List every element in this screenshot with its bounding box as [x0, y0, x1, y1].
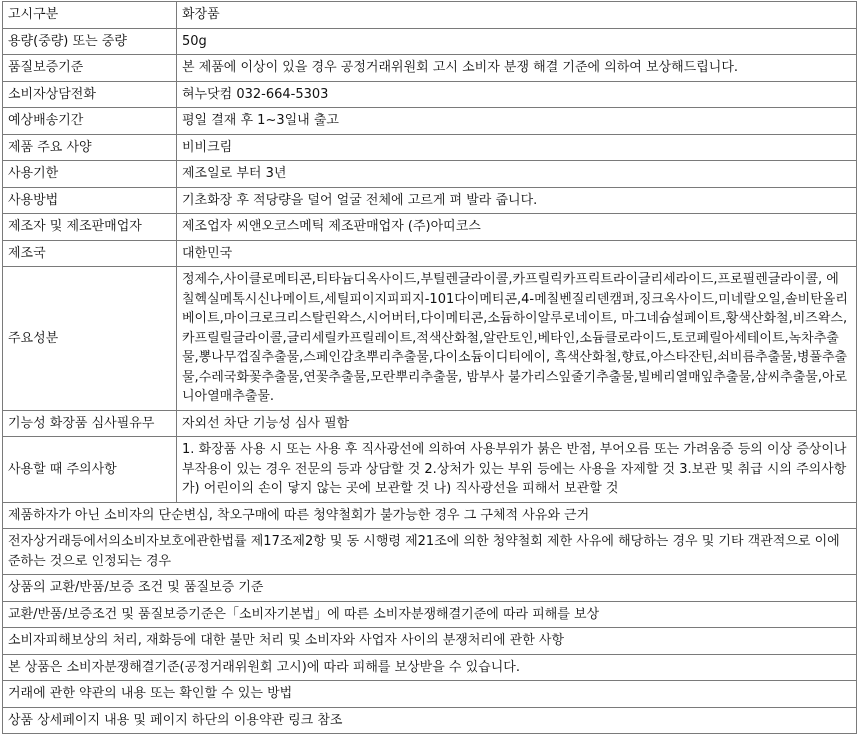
table-row — [3, 529, 857, 575]
row-label: 주요성분 — [3, 267, 177, 411]
table-row — [3, 628, 857, 655]
row-value: 대한민국 — [177, 240, 857, 267]
full-row-text: 본 상품은 소비자분쟁해결기준(공정거래위원회 고시)에 따라 피해를 보상받을 수 있습니다. — [3, 654, 857, 681]
row-value: 자외선 차단 기능성 심사 필함 — [177, 410, 857, 437]
row-value: 비비크림 — [177, 134, 857, 161]
table-row — [3, 654, 857, 681]
row-value: 제조일로 부터 3년 — [177, 161, 857, 188]
table-row — [3, 502, 857, 529]
row-label: 용량(중량) 또는 중량 — [3, 28, 177, 55]
full-row-text: 상품의 교환/반품/보증 조건 및 품질보증 기준 — [3, 575, 857, 602]
table-row — [3, 134, 857, 161]
table-row — [3, 575, 857, 602]
row-label: 제조국 — [3, 240, 177, 267]
row-value: 50g — [177, 28, 857, 55]
row-label: 예상배송기간 — [3, 108, 177, 135]
full-row-text: 거래에 관한 약관의 내용 또는 확인할 수 있는 방법 — [3, 681, 857, 708]
table-row — [3, 707, 857, 734]
row-value: 본 제품에 이상이 있을 경우 공정거래위원회 고시 소비자 분쟁 해결 기준에 의하여 보상해드립니다. — [177, 55, 857, 82]
ingredients-value: 정제수,사이클로메티콘,티타늄디옥사이드,부틸렌글라이콜,카프릴릭카프릭트라이글리세라이드,프로필렌글라이콜, 에칠헥실메톡시신나메이트,세틸피이지피피지-101다이메티콘,4-메칠벤질리덴캠퍼,징크옥사이드,미네랄오일,솔비탄올리베이트,마이크로크리스탈린왁스,시어버터,다이메티콘,소듐하이알루로네이트, 마그네슘설페이트,황색산화철,비즈왁스,카프릴릴글라이콜,글리세릴카프릴레이트,적색산화철,알란토인,베타인,소듐클로라이드,토코페릴아세테이트,녹차추출물,뽕나무껍질추출물,스페인감초뿌리추출물,다이소듐이디티에이, 흑색산화철,향료,아스타잔틴,쇠비름추출물,병풀추출물,수레국화꽃추출물,연꽃추출물,모란뿌리추출물, 밤부사 불가리스잎줄기추출물,빌베리열매잎추출물,삼씨추출물,아로니아열매추출물. — [177, 267, 857, 411]
table-row — [3, 55, 857, 82]
row-label: 품질보증기준 — [3, 55, 177, 82]
product-info-table — [2, 1, 857, 734]
row-label: 사용방법 — [3, 187, 177, 214]
table-row — [3, 681, 857, 708]
full-row-text: 전자상거래등에서의소비자보호에관한법률 제17조제2항 및 동 시행령 제21조에 의한 청약철회 제한 사유에 해당하는 경우 및 기타 객관적으로 이에 준하는 것으로 인정되는 경우 — [3, 529, 857, 575]
row-label: 고시구분 — [3, 2, 177, 29]
row-label: 기능성 화장품 심사필유무 — [3, 410, 177, 437]
row-value: 화장품 — [177, 2, 857, 29]
table-row — [3, 161, 857, 188]
table-row — [3, 214, 857, 241]
table-row — [3, 410, 857, 437]
full-row-text: 상품 상세페이지 내용 및 페이지 하단의 이용약관 링크 참조 — [3, 707, 857, 734]
row-value: 제조업자 씨앤오코스메틱 제조판매업자 (주)아띠코스 — [177, 214, 857, 241]
table-row — [3, 240, 857, 267]
table-row — [3, 2, 857, 29]
row-label: 소비자상담전화 — [3, 81, 177, 108]
table-row — [3, 267, 857, 411]
table-row — [3, 108, 857, 135]
table-row — [3, 437, 857, 503]
table-row — [3, 81, 857, 108]
row-value: 평일 결재 후 1~3일내 출고 — [177, 108, 857, 135]
table-row — [3, 187, 857, 214]
full-row-text: 제품하자가 아닌 소비자의 단순변심, 착오구매에 따른 청약철회가 불가능한 경우 그 구체적 사유와 근거 — [3, 502, 857, 529]
table-row — [3, 28, 857, 55]
row-label: 제품 주요 사양 — [3, 134, 177, 161]
row-label: 사용기한 — [3, 161, 177, 188]
full-row-text: 소비자피해보상의 처리, 재화등에 대한 불만 처리 및 소비자와 사업자 사이의 분쟁처리에 관한 사항 — [3, 628, 857, 655]
caution-value: 1. 화장품 사용 시 또는 사용 후 직사광선에 의하여 사용부위가 붉은 반점, 부어오름 또는 가려움증 등의 이상 증상이나 부작용이 있는 경우 전문의 등과 상담할 것 2.상처가 있는 부위 등에는 사용을 자제할 것 3.보관 및 취급 시의 주의사항 가) 어린이의 손이 닿지 않는 곳에 보관할 것 나) 직사광선을 피해서 보관할 것 — [177, 437, 857, 503]
table-row — [3, 601, 857, 628]
row-value: 혀누닷컴 032-664-5303 — [177, 81, 857, 108]
row-value: 기초화장 후 적당량을 덜어 얼굴 전체에 고르게 펴 발라 줍니다. — [177, 187, 857, 214]
row-label: 사용할 때 주의사항 — [3, 437, 177, 503]
row-label: 제조자 및 제조판매업자 — [3, 214, 177, 241]
full-row-text: 교환/반품/보증조건 및 품질보증기준은「소비자기본법」에 따른 소비자분쟁해결기준에 따라 피해를 보상 — [3, 601, 857, 628]
